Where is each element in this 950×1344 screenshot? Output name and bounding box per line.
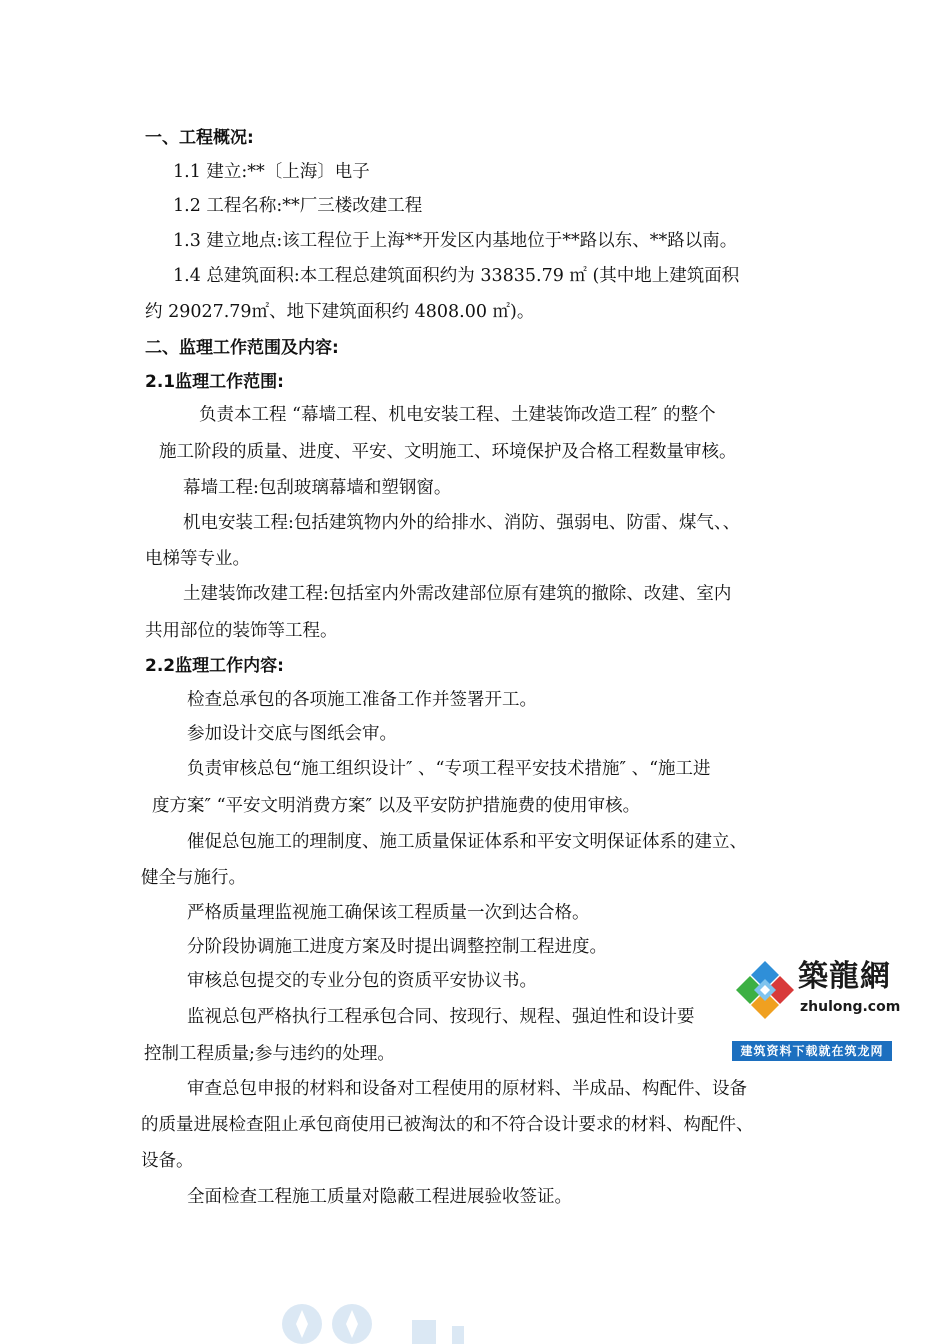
section1-item: 1.1 建立:**〔上海〕电子 <box>173 162 370 182</box>
subsection-heading: 2.2监理工作内容: <box>145 656 284 676</box>
paragraph-line: 全面检查工程施工质量对隐蔽工程进展验收签证。 <box>187 1187 572 1207</box>
section1-item: 1.3 建立地点:该工程位于上海**开发区内基地位于**路以东、**路以南。 <box>173 231 738 251</box>
paragraph-line: 度方案″ “平安文明消费方案″ 以及平安防护措施费的使用审核。 <box>152 796 641 816</box>
paragraph-line: 共用部位的装饰等工程。 <box>145 621 338 641</box>
zhulong-watermark-logo <box>732 955 901 1061</box>
paragraph-line: 控制工程质量;参与违约的处理。 <box>144 1044 395 1064</box>
paragraph-line: 分阶段协调施工进度方案及时提出调整控制工程进度。 <box>187 937 607 957</box>
paragraph-line: 参加设计交底与图纸会审。 <box>187 724 397 744</box>
paragraph-line: 负责审核总包“施工组织设计″ 、“专项工程平安技术措施″ 、“施工进 <box>187 759 711 779</box>
paragraph-line: 催促总包施工的理制度、施工质量保证体系和平安文明保证体系的建立、 <box>187 832 747 852</box>
paragraph-line: 机电安装工程:包括建筑物内外的给排水、消防、强弱电、防雷、煤气、、 <box>183 513 741 533</box>
paragraph-line: 审查总包申报的材料和设备对工程使用的原材料、半成品、构配件、设备 <box>187 1079 747 1099</box>
paragraph-line: 负责本工程 “幕墙工程、机电安装工程、土建装饰改造工程″ 的整个 <box>199 405 716 425</box>
paragraph-line: 监视总包严格执行工程承包合同、按现行、规程、强迫性和设计要 <box>187 1007 695 1027</box>
logo-chinese-name: 築龍網 <box>798 959 891 994</box>
footer-decoration <box>272 1290 672 1344</box>
paragraph-line: 设备。 <box>141 1151 194 1171</box>
logo-domain: zhulong.com <box>800 999 901 1015</box>
paragraph-line: 检查总承包的各项施工准备工作并签署开工。 <box>187 690 537 710</box>
logo-panel <box>732 955 901 1039</box>
logo-slogan-bar: 建筑资料下载就在筑龙网 <box>732 1041 892 1061</box>
paragraph-line: 审核总包提交的专业分包的资质平安协议书。 <box>187 971 537 991</box>
paragraph-line: 幕墙工程:包刮玻璃幕墙和塑钢窗。 <box>183 478 452 498</box>
paragraph-line: 土建装饰改建工程:包括室内外需改建部位原有建筑的撤除、改建、室内 <box>183 584 732 604</box>
paragraph-line: 的质量进展检查阻止承包商使用已被淘汰的和不符合设计要求的材料、构配件、 <box>141 1115 754 1135</box>
paragraph-line: 电梯等专业。 <box>145 549 250 569</box>
section1-item: 1.4 总建筑面积:本工程总建筑面积约为 33835.79 ㎡ (其中地上建筑面积 <box>173 266 740 286</box>
subsection-heading: 2.1监理工作范围: <box>145 372 284 392</box>
section1-item: 约 29027.79㎡、地下建筑面积约 4808.00 ㎡)。 <box>145 302 535 322</box>
snowflake-logo-icon <box>734 959 796 1021</box>
paragraph-line: 健全与施行。 <box>141 868 246 888</box>
section1-item: 1.2 工程名称:**厂三楼改建工程 <box>173 196 423 216</box>
section2-heading: 二、监理工作范围及内容: <box>145 338 339 358</box>
paragraph-line: 施工阶段的质量、进度、平安、文明施工、环境保护及合格工程数量审核。 <box>159 442 737 462</box>
paragraph-line: 严格质量理监视施工确保该工程质量一次到达合格。 <box>187 903 590 923</box>
section1-heading: 一、工程概况: <box>145 128 254 148</box>
